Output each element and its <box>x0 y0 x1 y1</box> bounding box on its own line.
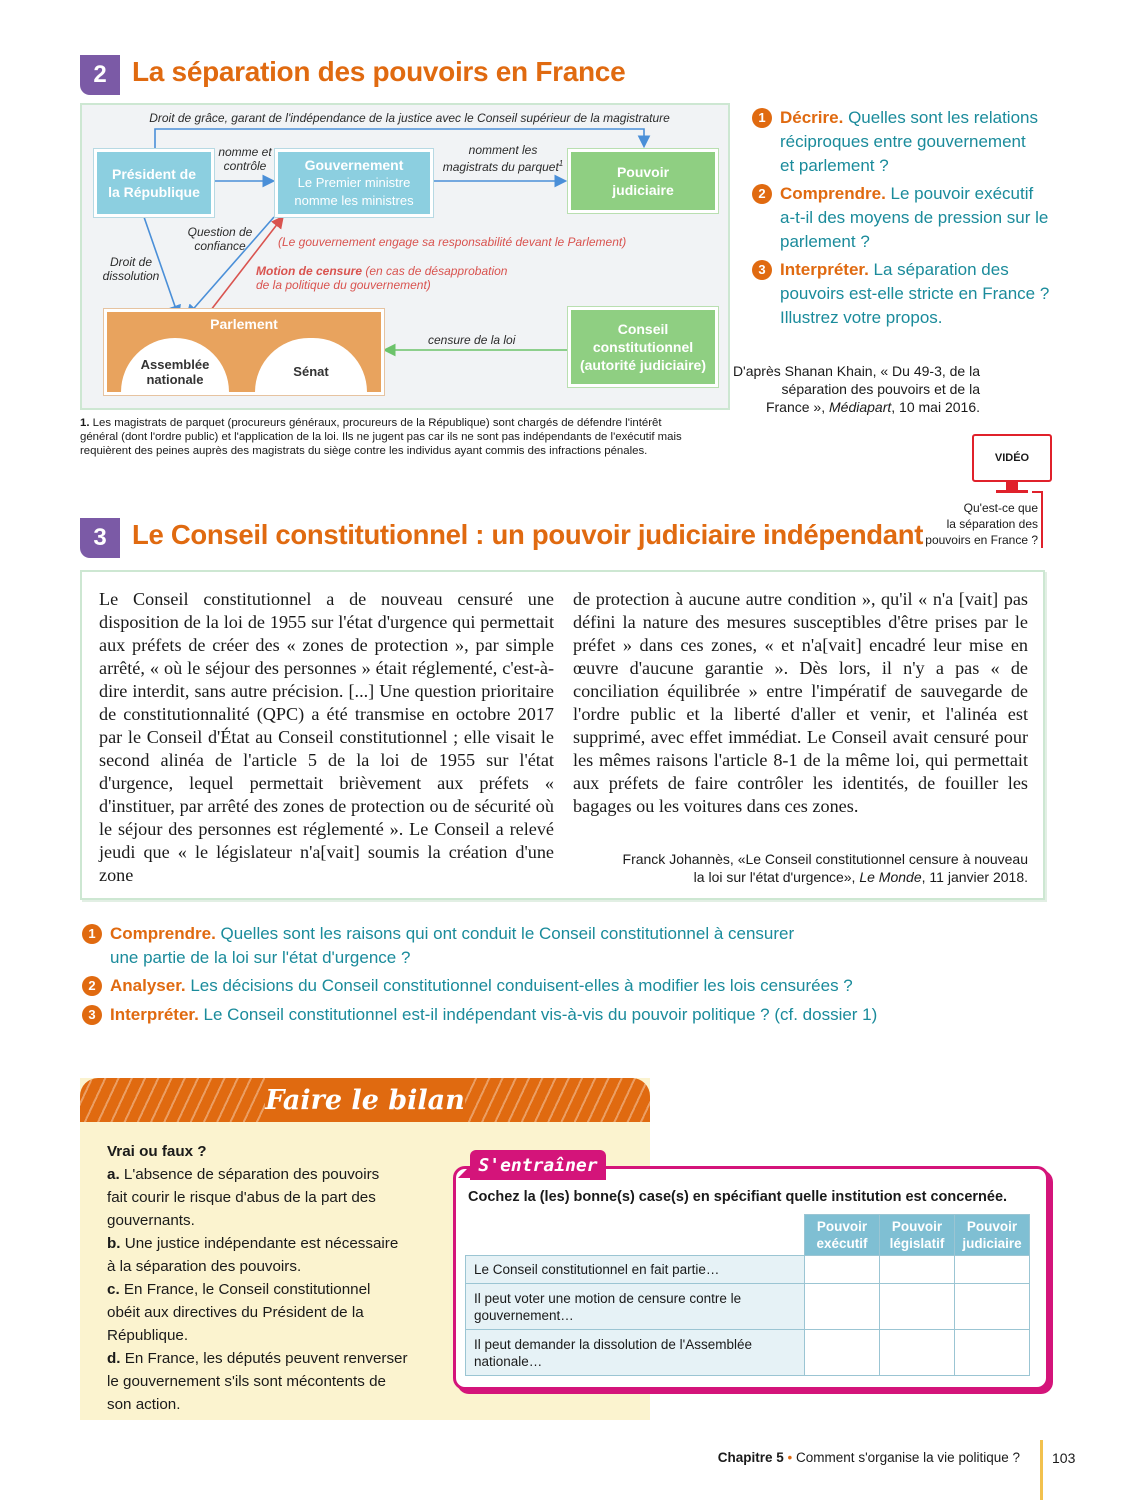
source-line: la loi sur l'état d'urgence», <box>693 869 856 885</box>
assemblee-line: nationale <box>146 372 204 387</box>
section-title: Le Conseil constitutionnel : un pouvoir judiciaire indépendant <box>132 519 924 550</box>
bilan-title: Faire le bilan <box>265 1078 465 1122</box>
question-2 <box>82 974 853 998</box>
entrainer-instruction: Cochez la (les) bonne(s) case(s) en spécifiant quelle institution est concernée. <box>468 1189 1008 1205</box>
item-line: à la séparation des pouvoirs. <box>107 1258 302 1275</box>
item-line: L'absence de séparation des pouvoirs <box>123 1166 380 1183</box>
item-line: fait courir le risque d'abus de la part des <box>107 1189 376 1206</box>
source-line: Franck Johannès, «Le Conseil constitutionnel censure à nouveau <box>622 851 1028 867</box>
president-line: la République <box>108 184 200 200</box>
footnote-number: 1. <box>80 417 90 429</box>
footnote-line: requièrent des peines auprès des magistrats du siège contre les individus ayant commis des infractions pénales. <box>80 445 648 457</box>
item-letter: c. <box>107 1281 120 1298</box>
caption-line: pouvoirs en France ? <box>925 533 1038 547</box>
section-title: La séparation des pouvoirs en France <box>132 56 626 87</box>
check-cell[interactable] <box>880 1330 955 1376</box>
section3-source <box>573 850 1028 886</box>
check-cell[interactable] <box>805 1256 880 1284</box>
motion-bold: Motion de censure <box>256 264 363 278</box>
checkbox-table <box>465 1214 1030 1376</box>
source-line: France », <box>765 399 826 415</box>
question-text: pouvoirs est-elle stricte en France ? <box>780 284 1050 303</box>
footnote-line: Les magistrats de parquet (procureurs généraux, procureurs de la République) sont chargés de défendre l'intérêt <box>92 417 662 429</box>
question-number: 2 <box>82 976 102 996</box>
entrainer-title: S'entraîner <box>470 1150 606 1180</box>
motion-rest: (en cas de désapprobation <box>365 264 508 278</box>
question-number: 2 <box>752 184 772 204</box>
monitor-stand-icon <box>1006 482 1018 490</box>
check-cell[interactable] <box>955 1284 1030 1330</box>
item-line: En France, le Conseil constitutionnel <box>123 1281 371 1298</box>
judiciaire-line: Pouvoir <box>616 164 670 180</box>
caption-line: la séparation des <box>946 517 1038 531</box>
header-line: législatif <box>889 1236 945 1251</box>
item-line: Une justice indépendante est nécessaire <box>124 1235 399 1252</box>
question-text: Le Conseil constitutionnel est-il indépendant vis-à-vis du pouvoir politique ? (cf. dossier 1) <box>203 1005 878 1024</box>
row-line: gouvernement… <box>474 1307 574 1323</box>
footnote-line: général (dont l'ordre public) et l'application de la loi. Ils ne jugent pas car ils ne sont pas indépendants de l'exécutif mais <box>80 431 682 443</box>
question-text: La séparation des <box>873 260 1009 279</box>
vrai-faux-item <box>107 1347 427 1416</box>
row-label <box>466 1330 805 1376</box>
check-cell[interactable] <box>805 1330 880 1376</box>
question-text: a-t-il des moyens de pression sur le <box>780 208 1049 227</box>
question-number: 1 <box>82 924 102 944</box>
column-header <box>955 1215 1030 1256</box>
row-line: nationale… <box>474 1353 543 1369</box>
question-label: Comprendre. <box>780 184 886 203</box>
item-line: En France, les députés peuvent renverser <box>124 1350 408 1367</box>
column-header <box>880 1215 955 1256</box>
footer-bar <box>1040 1440 1043 1500</box>
header-line: Pouvoir <box>816 1219 868 1234</box>
label-line: Droit de <box>109 255 153 269</box>
source-publication: Le Monde <box>859 869 922 885</box>
question-2 <box>752 182 1048 254</box>
chapter-title: Comment s'organise la vie politique ? <box>796 1450 1020 1465</box>
table-corner <box>466 1215 805 1256</box>
header-line: exécutif <box>816 1236 868 1251</box>
question-label: Comprendre. <box>110 924 216 943</box>
row-line: Il peut demander la dissolution de l'Assemblée <box>474 1336 752 1352</box>
check-cell[interactable] <box>955 1256 1030 1284</box>
document-column-2: de protection à aucune autre condition », qu'il « n'a [vait] pas défini la nature des mesures susceptibles d'être prises par le préfet » dans ces zones, « et n'a[vait] encadré leur mise en œuvre d'aucune garantie ». Dès lors, il n'y a pas « de conciliation équilibrée » entre l'impératif de sauvegarde de l'ordre public et la liberté d'aller et venir, et l'alinéa est supprimé, avec effet immédiat. Le Conseil avait censuré pour les mêmes raisons l'article 8-1 de la même loi, qui permettait aux préfets de faire contrôler les identités, de fouiller les bagages ou les voitures dans ces zones. <box>573 589 1028 816</box>
question-3 <box>752 258 1049 330</box>
question-text: Quelles sont les raisons qui ont conduit le Conseil constitutionnel à censurer <box>220 924 795 943</box>
conseil-line: (autorité judiciaire) <box>579 357 707 373</box>
row-line: Le Conseil constitutionnel en fait partie… <box>474 1262 720 1277</box>
item-line: obéit aux directives du Président de la <box>107 1304 364 1321</box>
question-label: Interpréter. <box>780 260 869 279</box>
vrai-faux-heading: Vrai ou faux ? <box>107 1143 207 1160</box>
item-line: son action. <box>107 1396 181 1413</box>
row-label <box>466 1256 805 1284</box>
vrai-faux-item <box>107 1278 427 1347</box>
table-row <box>466 1284 1030 1330</box>
section2-source <box>720 362 980 416</box>
row-line: Il peut voter une motion de censure contre le <box>474 1290 742 1306</box>
conseil-line: constitutionnel <box>592 339 694 355</box>
monitor-base-icon <box>996 490 1028 493</box>
check-cell[interactable] <box>880 1284 955 1330</box>
vrai-faux-item <box>107 1232 427 1278</box>
source-line: séparation des pouvoirs et de la <box>781 381 980 397</box>
bilan-header <box>80 1078 650 1122</box>
assemblee-line: Assemblée <box>140 357 210 372</box>
judiciaire-line: judiciaire <box>612 182 674 198</box>
source-publication: Médiapart <box>829 399 892 415</box>
label-line: Question de <box>187 225 253 239</box>
caption-line: Qu'est-ce que <box>963 501 1038 515</box>
table-row <box>466 1330 1030 1376</box>
footnote-ref: 1 <box>558 159 564 168</box>
vrai-faux-list <box>107 1140 427 1416</box>
section-number: 3 <box>80 518 120 558</box>
label-line: dissolution <box>102 269 160 283</box>
question-label: Décrire. <box>780 108 844 127</box>
check-cell[interactable] <box>955 1330 1030 1376</box>
grace-label: Droit de grâce, garant de l'indépendance de la justice avec le Conseil supérieur de la magistrature <box>149 111 670 125</box>
question-text: Le pouvoir exécutif <box>890 184 1034 203</box>
row-label <box>466 1284 805 1330</box>
document-box <box>80 570 1045 900</box>
motion-line2: de la politique du gouvernement) <box>256 278 431 292</box>
column-header <box>805 1215 880 1256</box>
label-line: nomment les <box>468 143 538 157</box>
source-date: , 10 mai 2016. <box>891 399 980 415</box>
gouvernement-box <box>275 149 433 217</box>
tab-corner-icon <box>458 1166 470 1178</box>
gouvernement-sub: Le Premier ministre <box>297 175 411 190</box>
president-box <box>94 149 214 217</box>
question-number: 3 <box>82 1005 102 1025</box>
censure-loi-label: censure de la loi <box>428 333 516 347</box>
item-line: gouvernants. <box>107 1212 195 1229</box>
question-3 <box>82 1003 877 1027</box>
separation-diagram <box>80 103 730 410</box>
header-line: Pouvoir <box>966 1219 1018 1234</box>
check-cell[interactable] <box>880 1256 955 1284</box>
item-line: République. <box>107 1327 189 1344</box>
question-label: Interpréter. <box>110 1005 199 1024</box>
senat: Sénat <box>255 338 367 392</box>
conseil-box <box>568 307 718 387</box>
entrainer-panel <box>453 1166 1049 1390</box>
check-cell[interactable] <box>805 1284 880 1330</box>
page-footer <box>700 1450 1020 1465</box>
question-text: et parlement ? <box>780 156 889 175</box>
question-number: 3 <box>752 260 772 280</box>
video-screen: VIDÉO <box>972 434 1052 482</box>
document-column-1: Le Conseil constitutionnel a de nouveau censuré une disposition de la loi de 1955 sur l'état d'urgence qui permettait aux préfets de créer des « zones de protection », par simple arrêté, « où le séjour des personnes » était réglementé, c'est-à-dire interdit, sans autre précision. [...] Une question prioritaire de constitutionnalité (QPC) a été transmise en octobre 2017 par le Conseil d'État au Conseil constitutionnel ; elle visait le second alinéa de l'article 5 de la loi de 1955 sur l'état d'urgence, lequel permettait brièvement aux préfets « d'instituer, par arrêté des zones de protection ou de sécurité où le séjour des personnes est réglementé ». Le Conseil a relevé jeudi que « le législateur n'a[vait] soumis la création d'une zone <box>99 589 554 885</box>
page-number: 103 <box>1052 1450 1076 1466</box>
question-1 <box>82 922 794 970</box>
item-line: le gouvernement s'ils sont mécontents de <box>107 1373 386 1390</box>
question-1 <box>752 106 1038 178</box>
chapter-label: Chapitre 5 <box>717 1450 784 1465</box>
footer-bullet: • <box>787 1450 793 1465</box>
gouvernement-sub: nomme les ministres <box>294 193 414 208</box>
president-line: Président de <box>111 166 197 182</box>
label-line: magistrats du parquet <box>442 160 559 174</box>
diagram-footnote <box>80 416 730 458</box>
conseil-line: Conseil <box>617 321 669 337</box>
magistrats-label <box>439 143 567 174</box>
source-date: , 11 janvier 2018. <box>921 869 1028 885</box>
question-text: une partie de la loi sur l'état d'urgence ? <box>110 948 411 967</box>
motion-label <box>256 264 507 292</box>
table-row <box>466 1256 1030 1284</box>
header-line: Pouvoir <box>891 1219 943 1234</box>
question-number: 1 <box>752 108 772 128</box>
section-number: 2 <box>80 55 120 95</box>
item-letter: b. <box>107 1235 121 1252</box>
question-text: Quelles sont les relations <box>848 108 1038 127</box>
gouvernement-title: Gouvernement <box>304 157 404 173</box>
parlement-box <box>104 309 384 395</box>
question-text: réciproques entre gouvernement <box>780 132 1026 151</box>
responsabilite-label: (Le gouvernement engage sa responsabilité devant le Parlement) <box>278 235 627 249</box>
label-line: contrôle <box>223 159 267 173</box>
judiciaire-box <box>568 149 718 213</box>
nomme-label <box>215 145 275 173</box>
question-text: Les décisions du Conseil constitutionnel conduisent-elles à modifier les lois censurées ? <box>190 976 853 995</box>
confiance-label <box>180 225 260 253</box>
question-label: Analyser. <box>110 976 186 995</box>
question-text: Illustrez votre propos. <box>780 308 943 327</box>
header-line: judiciaire <box>962 1236 1022 1251</box>
assemblee-nationale <box>121 338 229 392</box>
label-line: nomme et <box>218 145 272 159</box>
label-line: confiance <box>194 239 246 253</box>
item-letter: d. <box>107 1350 121 1367</box>
item-letter: a. <box>107 1166 120 1183</box>
vrai-faux-item <box>107 1163 427 1232</box>
parlement-title: Parlement <box>210 316 278 332</box>
question-text: parlement ? <box>780 232 870 251</box>
source-line: D'après Shanan Khain, « Du 49-3, de la <box>732 363 980 379</box>
dissolution-label <box>92 255 170 283</box>
